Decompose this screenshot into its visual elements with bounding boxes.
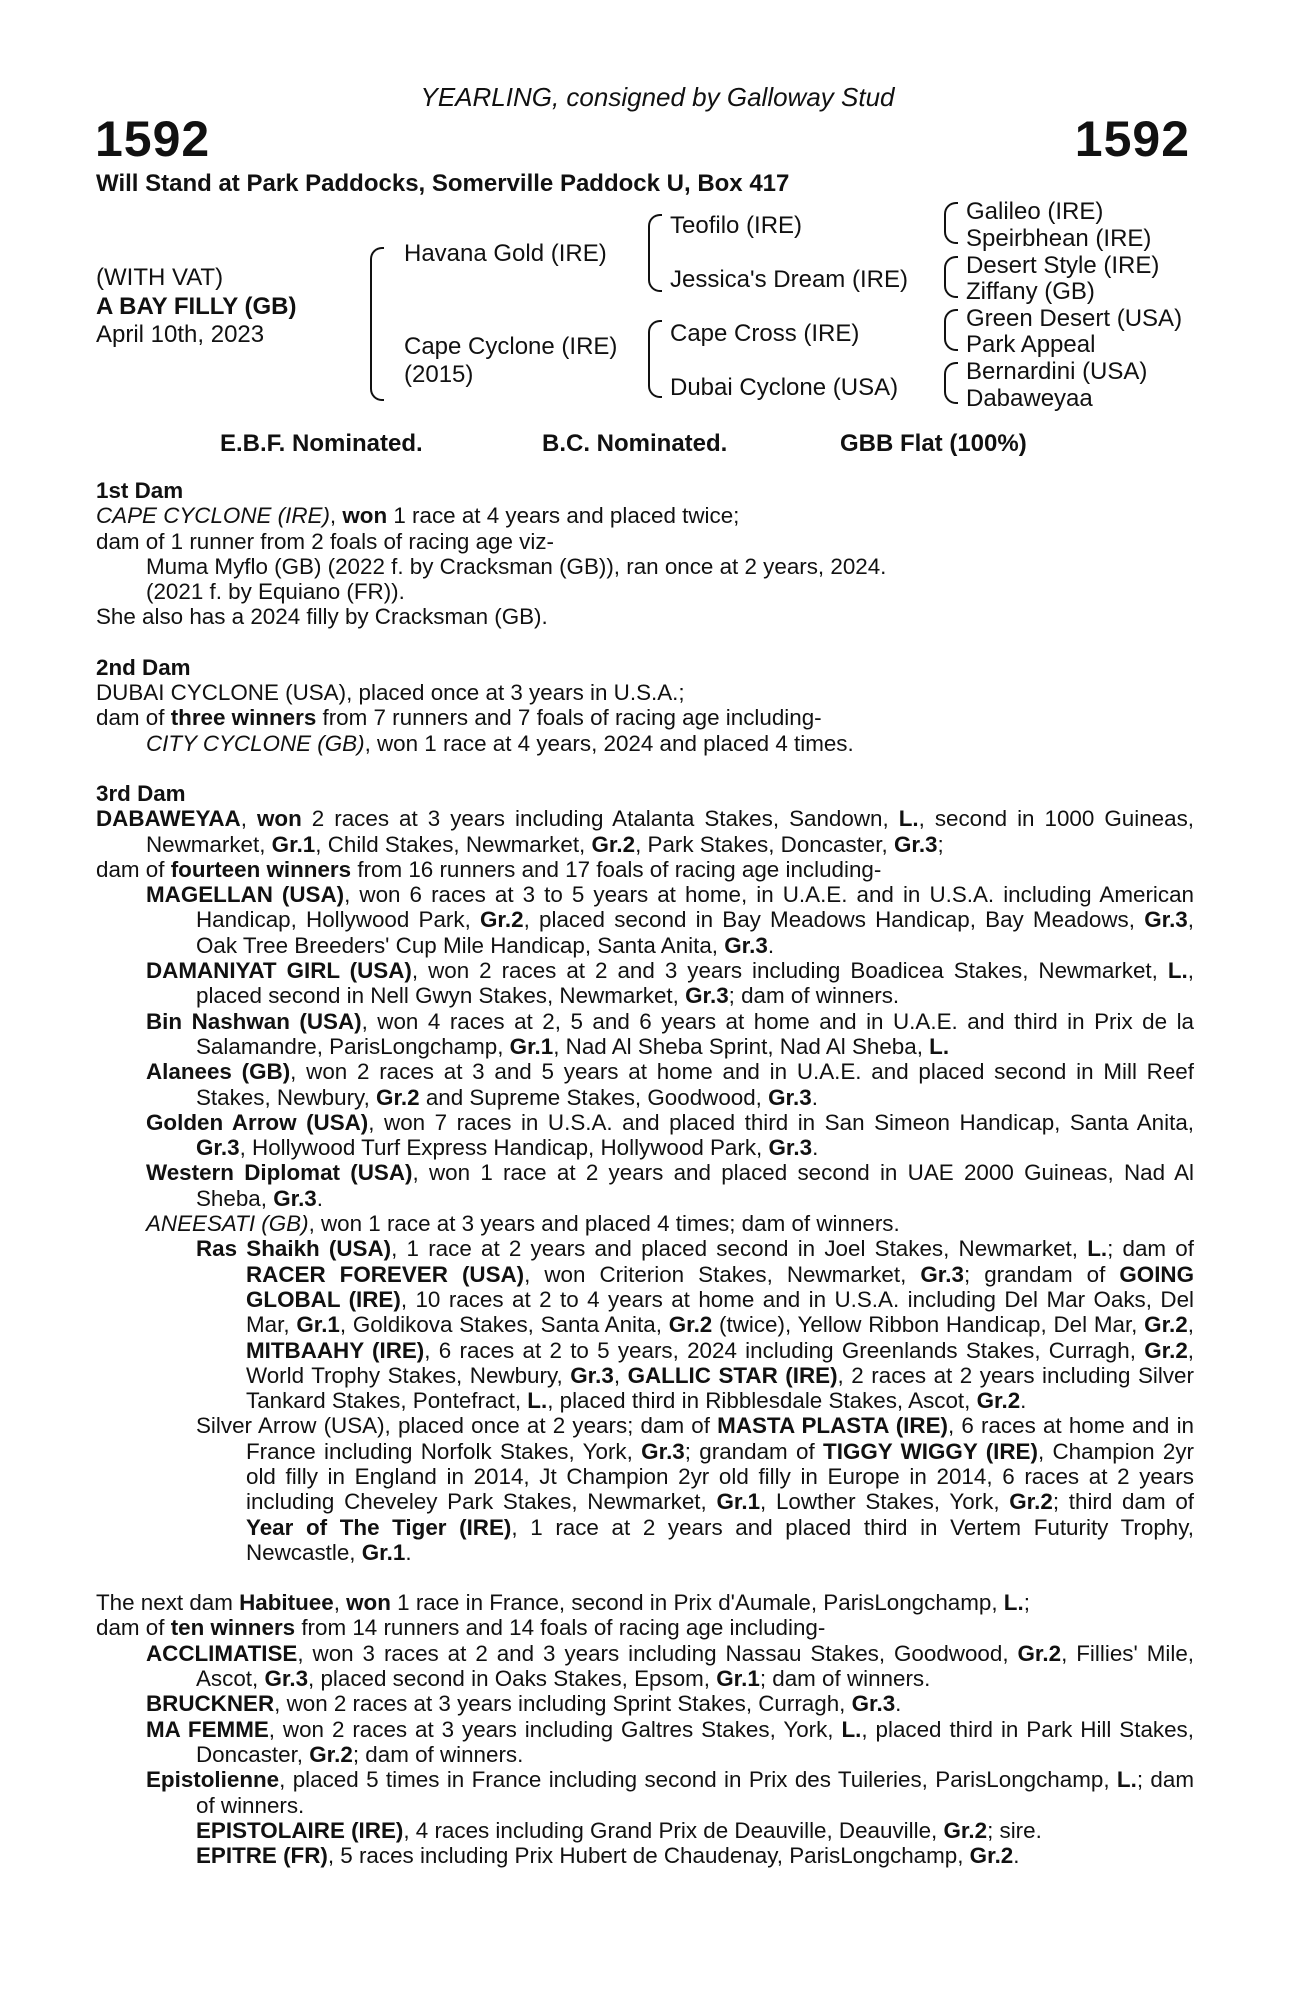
emphasis: MITBAAHY (IRE) bbox=[246, 1337, 425, 1363]
emphasis: won bbox=[256, 806, 302, 832]
emphasis: Habituee bbox=[239, 1590, 334, 1616]
brace bbox=[370, 247, 384, 401]
emphasis: L. bbox=[841, 1716, 862, 1742]
emphasis: Year of The Tiger (IRE) bbox=[246, 1514, 512, 1540]
produce-entry: Bin Nashwan (USA), won 4 races at 2, 5 and 6 years at home and in U.A.E. and third in Prix de la Salamandre, ParisLongchamp, Gr.1, Nad Al Sheba Sprint, Nad Al Sheba, L. bbox=[146, 1008, 1194, 1059]
emphasis: L. bbox=[1087, 1236, 1108, 1262]
ggp-6: Park Appeal bbox=[966, 331, 1096, 358]
produce-entry: Muma Myflo (GB) (2022 f. by Cracksman (GB)), ran once at 2 years, 2024. bbox=[146, 553, 887, 579]
emphasis: L. bbox=[929, 1033, 950, 1059]
emphasis: Gr.2 bbox=[1009, 1489, 1053, 1515]
emphasis: fourteen winners bbox=[170, 856, 352, 882]
brace bbox=[944, 256, 958, 298]
emphasis: Gr.2 bbox=[480, 907, 524, 933]
emphasis: EPITRE (FR) bbox=[196, 1843, 328, 1869]
dam-name: CAPE CYCLONE (IRE) bbox=[96, 503, 330, 529]
emphasis: Gr.3 bbox=[1144, 907, 1188, 933]
produce-entry: ANEESATI (GB), won 1 race at 3 years and placed 4 times; dam of winners. bbox=[146, 1211, 900, 1237]
first-dam-produce: dam of 1 runner from 2 foals of racing age viz- bbox=[96, 528, 554, 554]
emphasis: Gr.3 bbox=[570, 1362, 614, 1388]
sale-type: YEARLING, consigned by Galloway Stud bbox=[420, 82, 895, 112]
emphasis: Gr.3 bbox=[768, 1135, 813, 1161]
produce-entry: Ras Shaikh (USA), 1 race at 2 years and placed second in Joel Stakes, Newmarket, L.; dam of RACER FOREVER (USA), won Criterion Stakes, Newmarket, Gr.3; grandam of GOING GLOBAL (IRE), 10 races at 2 to 4 years at home and in U.S.A. including Del Mar Oaks, Del Mar, Gr.1, Goldikova Stakes, Santa Anita, Gr.2 (twice), Yellow Ribbon Handicap, Del Mar, Gr.2, MITBAAHY (IRE), 6 races at 2 to 5 years, 2024 including Greenlands Stakes, Curragh, Gr.2, World Trophy Stakes, Newbury, Gr.3, GALLIC STAR (IRE), 2 races at 2 years including Silver Tankard Stakes, Pontefract, L., placed third in Ribblesdale Stakes, Ascot, Gr.2. bbox=[196, 1236, 1195, 1414]
emphasis: Gr.2 bbox=[668, 1312, 713, 1338]
produce-entry: EPITRE (FR), 5 races including Prix Hubert de Chaudenay, ParisLongchamp, Gr.2. bbox=[196, 1843, 1020, 1869]
emphasis: MAGELLAN (USA) bbox=[146, 882, 345, 908]
produce-entry: Alanees (GB), won 2 races at 3 and 5 years at home and in U.A.E. and placed second in Mill Reef Stakes, Newbury, Gr.2 and Supreme Stakes, Goodwood, Gr.3. bbox=[146, 1059, 1194, 1110]
gbb-flat: GBB Flat (100%) bbox=[840, 430, 1027, 457]
produce-entry: EPISTOLAIRE (IRE), 4 races including Grand Prix de Deauville, Deauville, Gr.2; sire. bbox=[196, 1817, 1042, 1843]
emphasis: ACCLIMATISE bbox=[146, 1640, 298, 1666]
produce-entry: Western Diplomat (USA), won 1 race at 2 years and placed second in UAE 2000 Guineas, Nad Al Sheba, Gr.3. bbox=[146, 1160, 1194, 1211]
lot-number-left: 1592 bbox=[95, 111, 211, 167]
produce-entry: Silver Arrow (USA), placed once at 2 years; dam of MASTA PLASTA (IRE), 6 races at home and in France including Norfolk Stakes, York, Gr.3; grandam of TIGGY WIGGY (IRE), Champion 2yr old filly in England in 2014, Jt Champion 2yr old filly in Europe in 2014, 6 races at 2 years including Cheveley Park Stakes, Newmarket, Gr.1, Lowther Stakes, York, Gr.2; third dam of Year of The Tiger (IRE), 1 race at 2 years and placed third in Vertem Futurity Trophy, Newcastle, Gr.1. bbox=[196, 1413, 1195, 1565]
dam-year: (2015) bbox=[404, 361, 474, 388]
emphasis: Gr.3 bbox=[264, 1666, 309, 1692]
brace bbox=[944, 309, 958, 351]
catalogue-notes bbox=[96, 478, 1194, 1868]
produce-entry: Epistolienne, placed 5 times in France including second in Prix des Tuileries, ParisLongchamp, L.; dam of winners. bbox=[146, 1767, 1194, 1818]
emphasis: Gr.3 bbox=[768, 1084, 812, 1110]
emphasis: ten winners bbox=[170, 1615, 296, 1641]
emphasis: Gr.2 bbox=[1144, 1312, 1188, 1338]
third-dam-line: DABAWEYAA, won 2 races at 3 years including Atalanta Stakes, Sandown, L., second in 1000 Guineas, Newmarket, Gr.1, Child Stakes, Newmarket, Gr.2, Park Stakes, Doncaster, Gr.3; bbox=[96, 806, 1194, 857]
emphasis: Gr.1 bbox=[509, 1033, 554, 1059]
foaling-date: April 10th, 2023 bbox=[96, 321, 265, 348]
third-dam-title: 3rd Dam bbox=[96, 780, 186, 806]
emphasis: Bin Nashwan (USA) bbox=[146, 1008, 362, 1034]
emphasis: L. bbox=[898, 806, 919, 832]
second-dam-line: DUBAI CYCLONE (USA), placed once at 3 years in U.S.A.; bbox=[96, 680, 685, 706]
dam-dam: Dubai Cyclone (USA) bbox=[670, 374, 899, 401]
sire: Havana Gold (IRE) bbox=[404, 240, 607, 267]
emphasis: DAMANIYAT GIRL (USA) bbox=[146, 958, 412, 984]
emphasis: Gr.2 bbox=[969, 1843, 1014, 1869]
bc-nomination: B.C. Nominated. bbox=[542, 430, 728, 457]
emphasis: Gr.1 bbox=[361, 1539, 406, 1565]
emphasis: Gr.3 bbox=[724, 932, 768, 958]
next-dam-line: The next dam Habituee, won 1 race in France, second in Prix d'Aumale, ParisLongchamp, L.; bbox=[96, 1590, 1030, 1616]
first-dam-title: 1st Dam bbox=[96, 478, 184, 503]
emphasis: Gr.2 bbox=[943, 1817, 988, 1843]
emphasis: L. bbox=[1167, 958, 1188, 984]
emphasis: Gr.1 bbox=[271, 831, 316, 857]
emphasis: MASTA PLASTA (IRE) bbox=[717, 1413, 948, 1439]
emphasis: DABAWEYAA bbox=[96, 806, 241, 832]
second-dam-produce: dam of three winners from 7 runners and 7 foals of racing age including- bbox=[96, 705, 822, 731]
emphasis: Gr.3 bbox=[641, 1438, 685, 1464]
emphasis: MA FEMME bbox=[146, 1716, 269, 1742]
emphasis: TIGGY WIGGY (IRE) bbox=[823, 1438, 1038, 1464]
brace bbox=[944, 362, 958, 404]
sire-dam: Jessica's Dream (IRE) bbox=[670, 266, 908, 293]
produce-entry: Golden Arrow (USA), won 7 races in U.S.A. and placed third in San Simeon Handicap, Santa Anita, Gr.3, Hollywood Turf Express Handicap, Hollywood Park, Gr.3. bbox=[146, 1109, 1194, 1161]
ggp-5: Green Desert (USA) bbox=[966, 305, 1183, 332]
emphasis: Alanees (GB) bbox=[146, 1059, 291, 1085]
ggp-2: Speirbhean (IRE) bbox=[966, 225, 1152, 252]
brace bbox=[944, 202, 958, 244]
horse-name: ANEESATI (GB) bbox=[146, 1211, 309, 1237]
emphasis: GOING GLOBAL (IRE) bbox=[246, 1261, 1194, 1312]
emphasis: L. bbox=[1116, 1767, 1137, 1793]
emphasis: BRUCKNER bbox=[146, 1691, 275, 1717]
emphasis: Gr.2 bbox=[1017, 1640, 1062, 1666]
emphasis: Gr.3 bbox=[196, 1135, 240, 1161]
emphasis: L. bbox=[1003, 1590, 1024, 1616]
ebf-nomination: E.B.F. Nominated. bbox=[220, 430, 423, 457]
emphasis: GALLIC STAR (IRE) bbox=[627, 1362, 838, 1388]
next-dam-produce: dam of ten winners from 14 runners and 14 foals of racing age including- bbox=[96, 1615, 826, 1641]
emphasis: Gr.3 bbox=[851, 1691, 896, 1717]
emphasis: Western Diplomat (USA) bbox=[146, 1160, 413, 1186]
emphasis: Gr.3 bbox=[685, 983, 729, 1009]
produce-note: She also has a 2024 filly by Cracksman (GB). bbox=[96, 604, 548, 630]
emphasis: Gr.2 bbox=[309, 1741, 353, 1767]
emphasis: Epistolienne bbox=[146, 1767, 280, 1793]
produce-entry: MAGELLAN (USA), won 6 races at 3 to 5 years at home, in U.A.E. and in U.S.A. including American Handicap, Hollywood Park, Gr.2, placed second in Bay Meadows Handicap, Bay Meadows, Gr.3, Oak Tree Breeders' Cup Mile Handicap, Santa Anita, Gr.3. bbox=[146, 882, 1194, 958]
emphasis: Golden Arrow (USA) bbox=[146, 1109, 369, 1135]
emphasis: RACER FOREVER (USA) bbox=[246, 1261, 525, 1287]
emphasis: Ras Shaikh (USA) bbox=[196, 1236, 392, 1262]
emphasis: Gr.2 bbox=[976, 1388, 1021, 1414]
produce-entry: CITY CYCLONE (GB), won 1 race at 4 years, 2024 and placed 4 times. bbox=[146, 730, 854, 756]
emphasis: Gr.1 bbox=[716, 1666, 760, 1692]
produce-entry: DAMANIYAT GIRL (USA), won 2 races at 2 and 3 years including Boadicea Stakes, Newmarket, L., placed second in Nell Gwyn Stakes, Newmarket, Gr.3; dam of winners. bbox=[146, 958, 1194, 1009]
emphasis: Gr.1 bbox=[716, 1489, 761, 1515]
produce-entry: ACCLIMATISE, won 3 races at 2 and 3 years including Nassau Stakes, Goodwood, Gr.2, Fillies' Mile, Ascot, Gr.3, placed second in Oaks Stakes, Epsom, Gr.1; dam of winners. bbox=[146, 1640, 1194, 1692]
emphasis: Gr.2 bbox=[1144, 1337, 1188, 1363]
emphasis: Gr.2 bbox=[591, 831, 636, 857]
brace bbox=[648, 320, 662, 398]
emphasis: Gr.1 bbox=[296, 1312, 340, 1338]
ggp-7: Bernardini (USA) bbox=[966, 358, 1148, 385]
emphasis: L. bbox=[527, 1388, 548, 1414]
emphasis: won bbox=[346, 1590, 391, 1616]
emphasis: Gr.3 bbox=[273, 1185, 317, 1211]
produce-entry: (2021 f. by Equiano (FR)). bbox=[146, 579, 405, 605]
emphasis: Gr.3 bbox=[920, 1261, 964, 1287]
emphasis: EPISTOLAIRE (IRE) bbox=[196, 1817, 404, 1843]
produce-entry: BRUCKNER, won 2 races at 3 years including Sprint Stakes, Curragh, Gr.3. bbox=[146, 1691, 902, 1717]
third-dam-produce: dam of fourteen winners from 16 runners and 17 foals of racing age including- bbox=[96, 856, 882, 882]
ggp-3: Desert Style (IRE) bbox=[966, 252, 1160, 279]
ggp-4: Ziffany (GB) bbox=[966, 278, 1095, 305]
dam-sire: Cape Cross (IRE) bbox=[670, 320, 860, 347]
first-dam-line: CAPE CYCLONE (IRE), won 1 race at 4 years and placed twice; bbox=[96, 503, 740, 529]
lot-number-right: 1592 bbox=[1074, 111, 1190, 167]
ggp-1: Galileo (IRE) bbox=[966, 198, 1104, 225]
venue-line: Will Stand at Park Paddocks, Somerville Paddock U, Box 417 bbox=[96, 170, 790, 197]
produce-entry: MA FEMME, won 2 races at 3 years including Galtres Stakes, York, L., placed third in Park Hill Stakes, Doncaster, Gr.2; dam of winners. bbox=[146, 1716, 1194, 1767]
second-dam-title: 2nd Dam bbox=[96, 654, 191, 680]
dam: Cape Cyclone (IRE) bbox=[404, 333, 618, 360]
horse-name: A BAY FILLY (GB) bbox=[96, 293, 297, 320]
ggp-8: Dabaweyaa bbox=[966, 385, 1093, 412]
sire-sire: Teofilo (IRE) bbox=[670, 212, 803, 239]
emphasis: Gr.2 bbox=[376, 1084, 420, 1110]
vat-note: (WITH VAT) bbox=[96, 264, 224, 291]
emphasis: Gr.3 bbox=[893, 831, 938, 857]
brace bbox=[648, 214, 662, 292]
